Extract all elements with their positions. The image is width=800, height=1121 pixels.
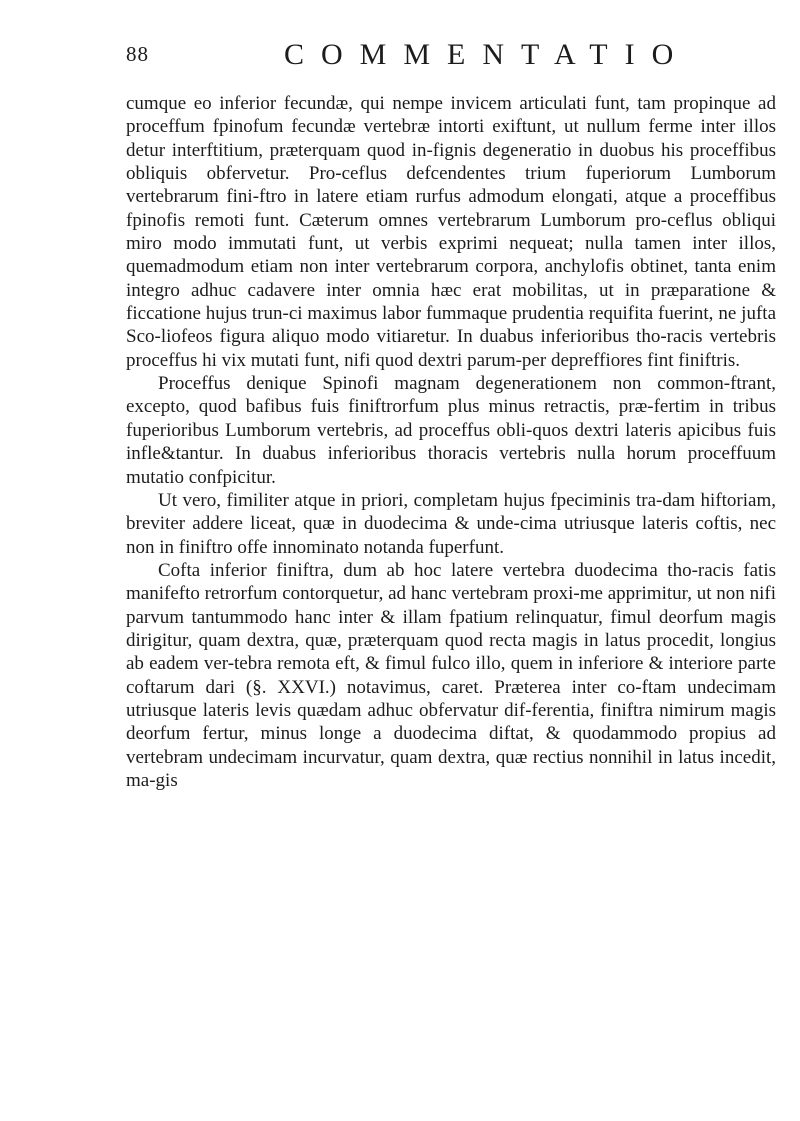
paragraph: Ut vero, fimiliter atque in priori, completam hujus fpeciminis tra-dam hiftoriam, breviter addere liceat, quæ in duodecima & unde-cima utriusque lateris coftis, nec non in finiftro offe innominato notanda fuperfunt. — [126, 489, 776, 558]
page-number: 88 — [126, 42, 149, 66]
paragraph: Cofta inferior finiftra, dum ab hoc latere vertebra duodecima tho-racis fatis manifefto retrorfum contorquetur, ad hanc vertebram proxi-me apprimitur, ut non nifi parvum tantummodo hanc inter & illam fpatium relinquatur, fimul deorfum magis dirigitur, quam dextra, quæ, præterquam quod recta magis in latus procedit, longius ab eadem ver-tebra remota eft, & fimul fulco illo, quem in inferiore & interiore parte coftarum dari (§. XXVI.) notavimus, caret. Præterea inter co-ftam undecimam utriusque lateris levis quædam adhuc obfervatur dif-ferentia, finiftra nimirum magis deorfum fertur, minus longe a duodecima diftat, & quodammodo propius ad vertebram undecimam incurvatur, quam dextra, quæ rectius nonnihil in latus incedit, ma-gis — [126, 559, 776, 791]
paragraph: cumque eo inferior fecundæ, qui nempe invicem articulati funt, tam propinque ad proceffum fpinofum fecundæ vertebræ intorti exiftunt, ut nullum ferme inter illos detur interftitium, præterquam quod in-fignis degeneratio in duobus his proceffibus obliquis obfervetur. Pro-ceflus defcendentes trium fuperiorum Lumborum vertebrarum fini-ftro in latere etiam rurfus admodum elongati, atque a proceffibus fpinofis remoti funt. Cæterum omnes vertebrarum Lumborum pro-ceflus obliqui miro modo immutati funt, ut verbis exprimi nequeat; nulla tamen inter illos, quemadmodum etiam non inter vertebrarum corpora, anchylofis obtinet, tanta enim integro adhuc cadavere inter omnia hæc erat mobilitas, ut in præparatione & ficcatione hujus trun-ci maximus labor fummaque prudentia requifita fuerint, ne jufta Sco-liofeos figura aliquo modo vitiaretur. In duabus inferioribus tho-racis vertebris proceffus hi vix mutati funt, nifi quod dextri parum-per depreffiores fint finiftris. — [126, 93, 776, 371]
body-text — [126, 92, 776, 792]
paragraph: Proceffus denique Spinofi magnam degenerationem non common-ftrant, excepto, quod bafibus fuis finiftrorfum plus minus retractis, præ-fertim in tribus fuperioribus Lumborum vertebris, ad proceffus obli-quos dextri lateris apicibus fuis infle&tantur. In duabus inferioribus thoracis vertebris nulla horum proceffuum mutatio confpicitur. — [126, 373, 776, 488]
running-head — [126, 38, 776, 78]
running-title: COMMENTATIO — [284, 38, 691, 71]
